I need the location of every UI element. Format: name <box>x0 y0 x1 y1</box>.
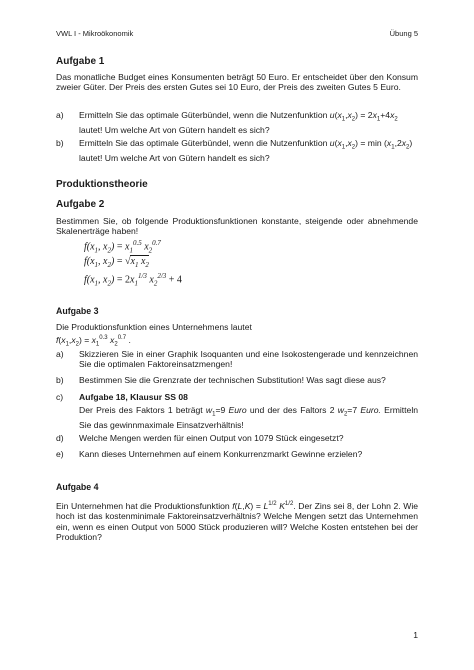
task-3-intro: Die Produktionsfunktion eines Unternehmens lautet <box>56 322 252 332</box>
task-2-intro: Bestimmen Sie, ob folgende Produktionsfunktionen konstante, steigende oder abnehmende Skalenerträge haben! <box>56 216 418 237</box>
task-3-function: $f(x_1,x_2) = x_1^{0.3}$ $x_2^{0.7}$ . <box>56 334 131 348</box>
task-3-a-label: a) <box>56 349 64 359</box>
task-3-c-body <box>56 405 418 431</box>
task-2-formula-1: $f(x_1$, $x_2) = x_1^{0.5}$ $x_2^{0.7}$ <box>84 239 161 255</box>
task-3-e-text: Kann dieses Unternehmen auf einem Konkurrenzmarkt Gewinne erzielen? <box>79 449 363 459</box>
task-1-title: Aufgabe 1 <box>56 56 105 67</box>
task-2-formula-2: $f(x_1$, $x_2) = √x_1$ $x_2$ <box>84 256 149 269</box>
task-1-b-label: b) <box>56 138 64 148</box>
page-header <box>56 29 418 41</box>
task-1-b-text: Ermitteln Sie das optimale Güterbündel, wenn die Nutzenfunktion $u(x_1,x_2) = \min (x_1,2x_2)$ lautet! Um welche Art von Gütern handelt es sich? <box>79 138 413 164</box>
task-2-formula-3: $f(x_1$, $x_2) = 2x_1^{1/3}$ $x_2^{2/3} + 4$ <box>84 272 182 288</box>
task-3-c-text: Der Preis des Faktors 1 beträgt $w_1=9$ Euro und der des Faltors 2 $w_2=7$ Euro. Ermitteln Sie das gewinnmaximale Einsatzverhältnis! <box>79 405 419 431</box>
page-number: 1 <box>413 630 418 640</box>
task-3-d <box>56 433 418 443</box>
task-4-title: Aufgabe 4 <box>56 482 99 492</box>
task-1-b <box>56 138 418 164</box>
task-3-e-label: e) <box>56 449 64 459</box>
task-1-b-text-end: lautet! Um welche Art von Gütern handelt es sich? <box>79 153 270 164</box>
task-1-a-text: Ermitteln Sie das optimale Güterbündel, wenn die Nutzenfunktion $u(x_1,x_2) = 2x_1+4x_2$ lautet! Um welche Art von Gütern handelt es sich? <box>79 110 398 136</box>
task-1-a <box>56 110 418 136</box>
task-3-a <box>56 349 418 370</box>
task-3-a-text: Skizzieren Sie in einer Graphik Isoquanten und eine Isokostengerade und kennzeichnen Sie die optimalen Faktoreinsatzmengen! <box>79 349 418 370</box>
task-3-e <box>56 449 418 459</box>
task-3-b <box>56 375 418 385</box>
task-1-a-label: a) <box>56 110 64 120</box>
task-1-a-text-end: lautet! Um welche Art von Gütern handelt es sich? <box>79 125 270 136</box>
task-3-b-label: b) <box>56 375 64 385</box>
task-1-intro: Das monatliche Budget eines Konsumenten beträgt 50 Euro. Er entscheidet über den Konsum zweier Güter. Der Preis des ersten Gutes sei 10 Euro, der Preis des zweiten Gutes 5 Euro. <box>56 72 418 93</box>
task-3-d-text: Welche Mengen werden für einen Output von 1079 Stück eingesetzt? <box>79 433 344 443</box>
header-course: VWL I - Mikroökonomik <box>56 29 134 38</box>
task-2-title: Aufgabe 2 <box>56 199 105 210</box>
section-title: Produktionstheorie <box>56 179 148 190</box>
task-3-title: Aufgabe 3 <box>56 306 99 316</box>
task-3-b-text: Bestimmen Sie die Grenzrate der technischen Substitution! Was sagt diese aus? <box>79 375 386 385</box>
task-1-b-text-start: Ermitteln Sie das optimale Güterbündel, wenn die Nutzenfunktion <box>79 138 328 148</box>
task-3-d-label: d) <box>56 433 64 443</box>
task-3-c-label: c) <box>56 392 64 402</box>
header-exercise: Übung 5 <box>389 29 418 38</box>
task-4-text: Ein Unternehmen hat die Produktionsfunktion $f(L,K) = L^{1/2}$ $K^{1/2}$. Der Zins sei 8, der Lohn 2. Wie hoch ist das kostenminimale Faktoreinsatzverhältnis? Welche Mengen setzt das Unternehmen ein, wenn es einen Output von 5000 Stück produzieren will? Welche Kosten entstehen bei der Produktion? <box>56 500 419 543</box>
task-3-c-title: Aufgabe 18, Klausur SS 08 <box>79 392 188 402</box>
task-1-a-text-start: Ermitteln Sie das optimale Güterbündel, wenn die Nutzenfunktion <box>79 110 328 120</box>
task-3-c <box>56 392 418 402</box>
